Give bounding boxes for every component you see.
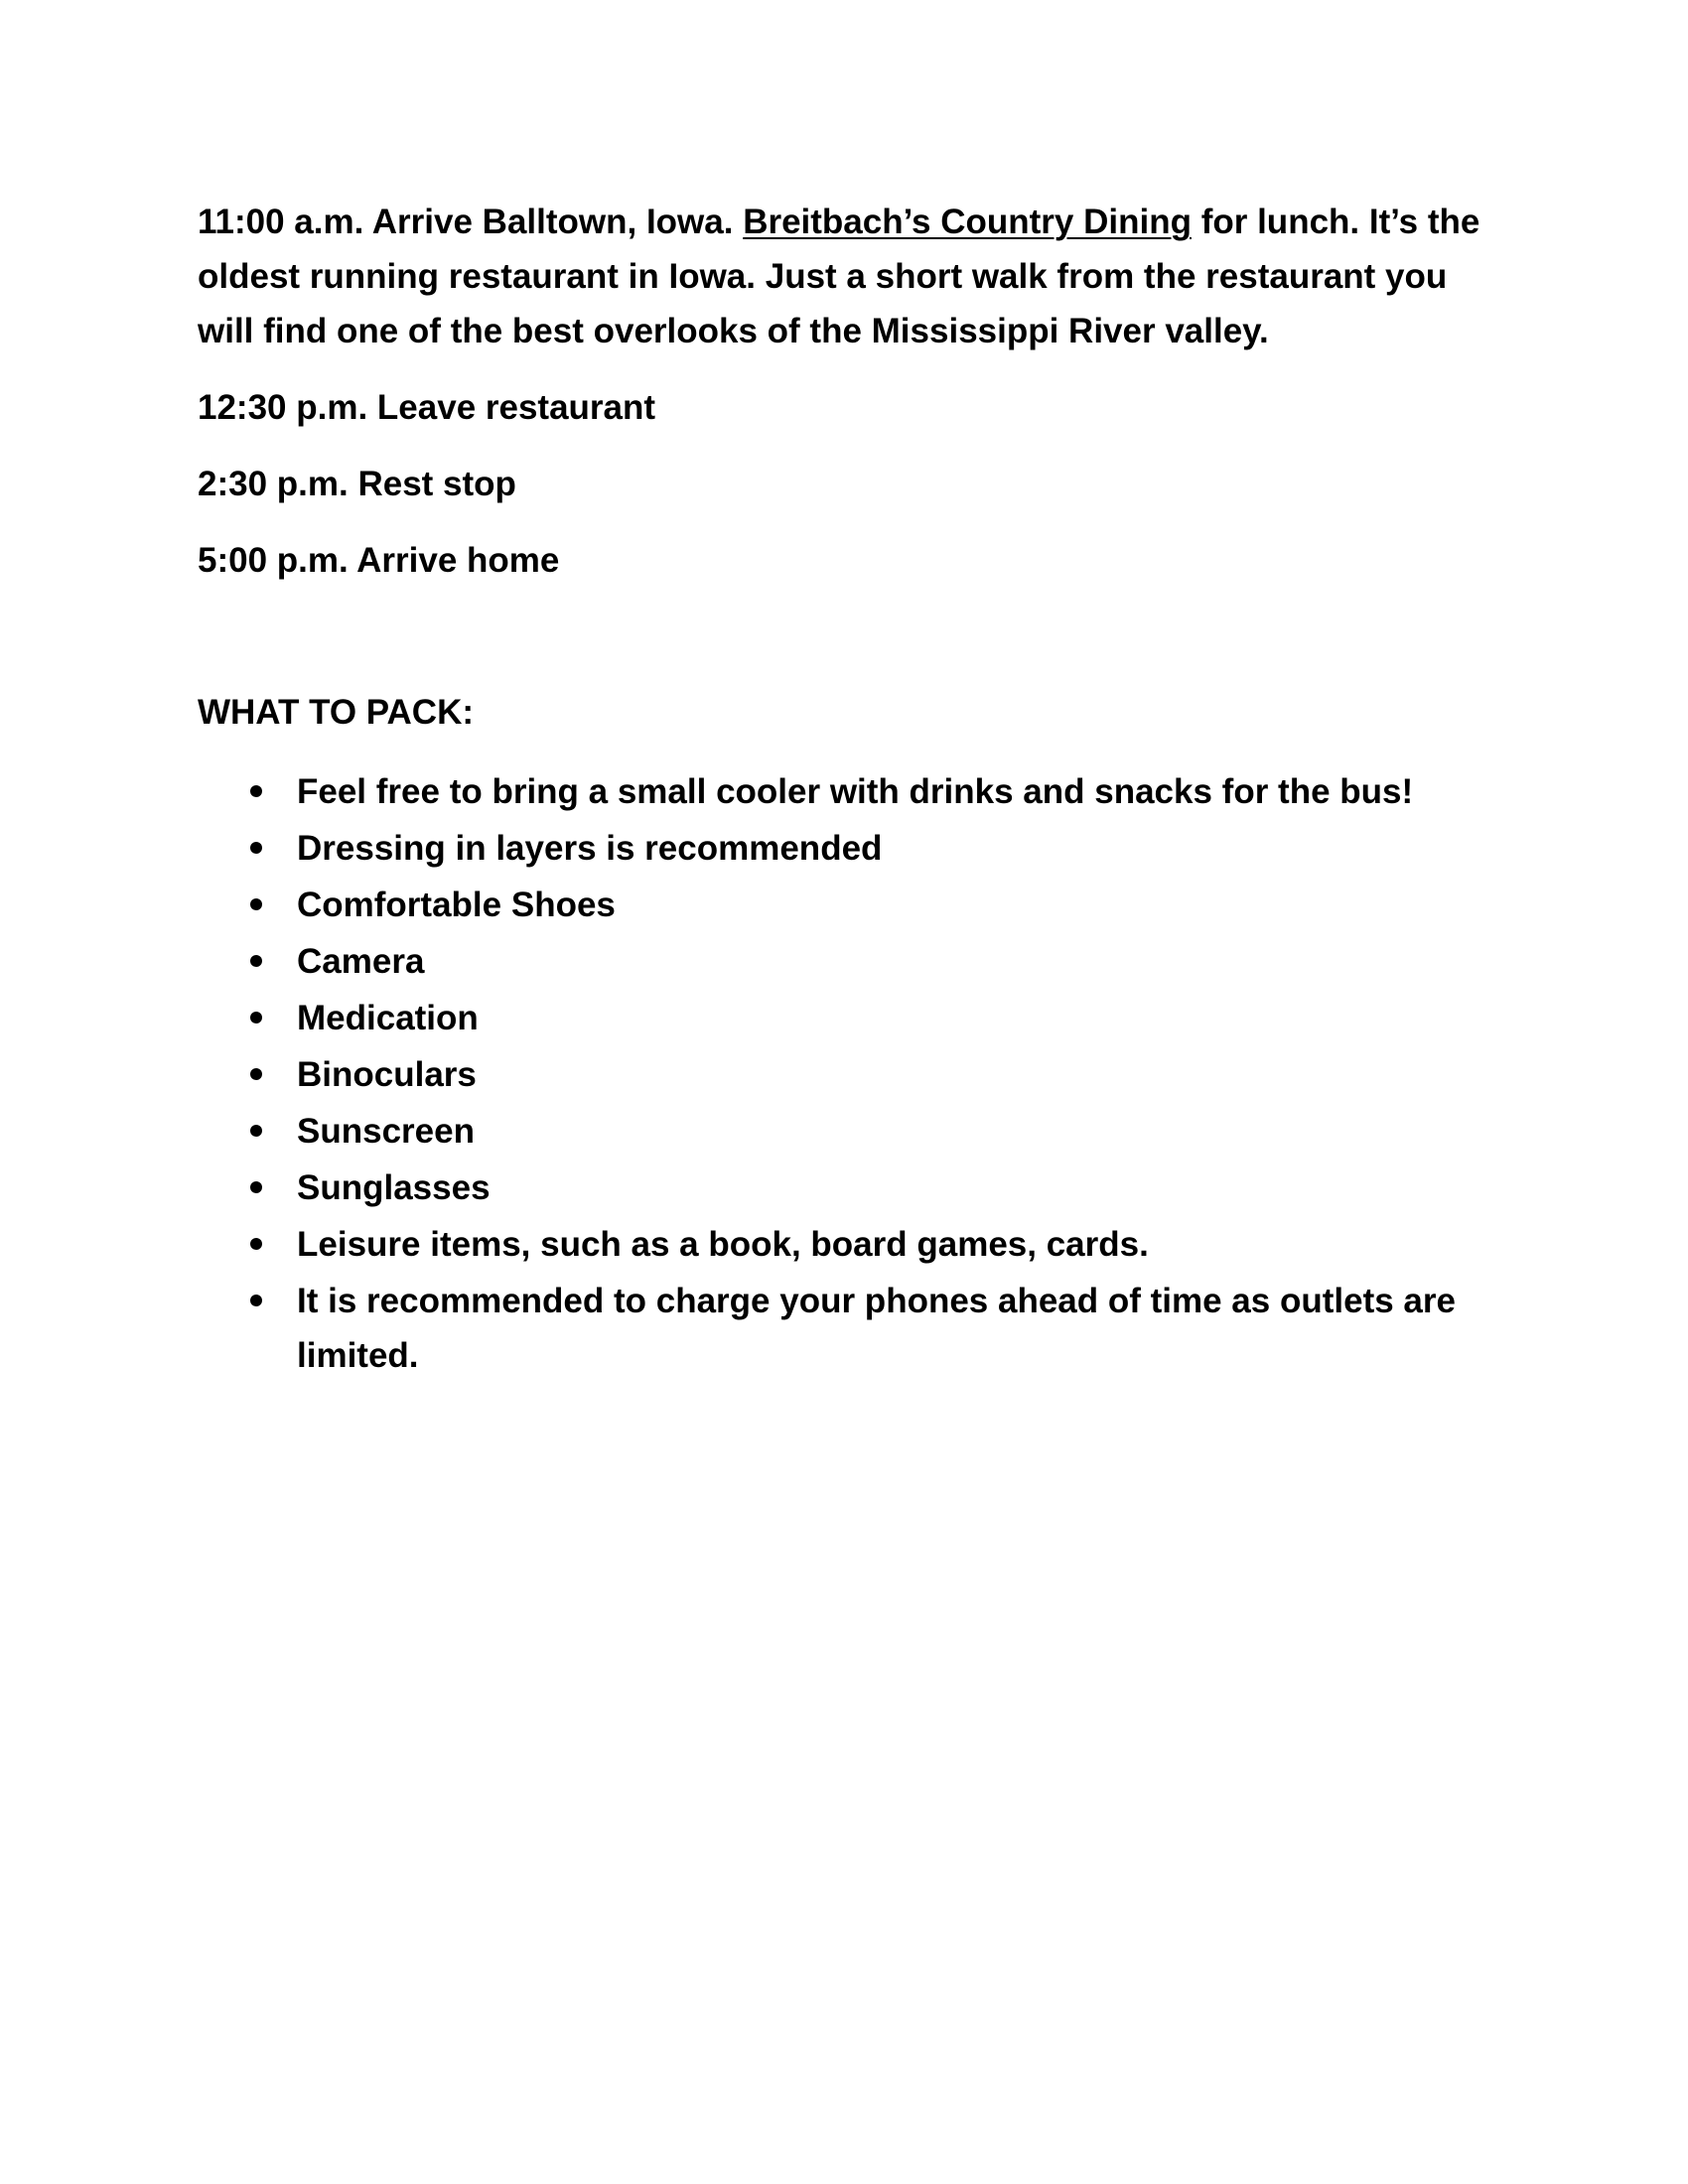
restaurant-link[interactable]: Breitbach’s Country Dining <box>743 203 1192 241</box>
list-item <box>198 878 1588 932</box>
bullet-icon <box>250 1068 262 1080</box>
intro-text-before-link: 11:00 a.m. Arrive Balltown, Iowa. <box>198 203 744 241</box>
bullet-icon <box>250 898 262 910</box>
list-item <box>198 1274 1588 1383</box>
list-item-text: Camera <box>297 942 425 981</box>
bullet-icon <box>250 1238 262 1250</box>
bullet-icon <box>250 1012 262 1024</box>
bullet-icon <box>250 785 262 797</box>
pack-heading: WHAT TO PACK: <box>198 693 475 732</box>
list-item-text: Leisure items, such as a book, board games, cards. <box>297 1225 1149 1264</box>
list-item <box>198 1104 1588 1159</box>
list-item <box>198 991 1588 1045</box>
list-item-text: Binoculars <box>297 1055 477 1094</box>
bullet-icon <box>250 1125 262 1137</box>
list-item-text: Comfortable Shoes <box>297 886 616 924</box>
list-item-text: Sunglasses <box>297 1168 491 1207</box>
itinerary-intro <box>198 195 1488 358</box>
list-item-text: Medication <box>297 999 479 1037</box>
list-item <box>198 934 1588 989</box>
list-item <box>198 1160 1588 1215</box>
document-page <box>198 195 1488 1385</box>
bullet-icon <box>250 955 262 967</box>
list-item-text: Feel free to bring a small cooler with drinks and snacks for the bus! <box>297 772 1414 811</box>
list-item-text: Sunscreen <box>297 1112 475 1151</box>
bullet-icon <box>250 1181 262 1193</box>
list-item-text: Dressing in layers is recommended <box>297 829 883 868</box>
list-item <box>198 1047 1588 1102</box>
list-item <box>198 764 1588 819</box>
list-item-text: It is recommended to charge your phones ahead of time as outlets are limited. <box>297 1282 1456 1375</box>
intro-text-after-link: for lunch. It’s the oldest running restaurant in Iowa. Just a short walk from the restaurant you will find one of the best overlooks of the Mississippi River valley. <box>198 203 1480 350</box>
itinerary-line-arrive-home: 5:00 p.m. Arrive home <box>198 541 560 580</box>
itinerary-line-rest-stop: 2:30 p.m. Rest stop <box>198 465 516 503</box>
list-item <box>198 821 1588 876</box>
list-item <box>198 1217 1588 1272</box>
itinerary-line-leave-restaurant: 12:30 p.m. Leave restaurant <box>198 388 656 427</box>
bullet-icon <box>250 842 262 854</box>
bullet-icon <box>250 1295 262 1306</box>
pack-list <box>198 764 1488 1383</box>
